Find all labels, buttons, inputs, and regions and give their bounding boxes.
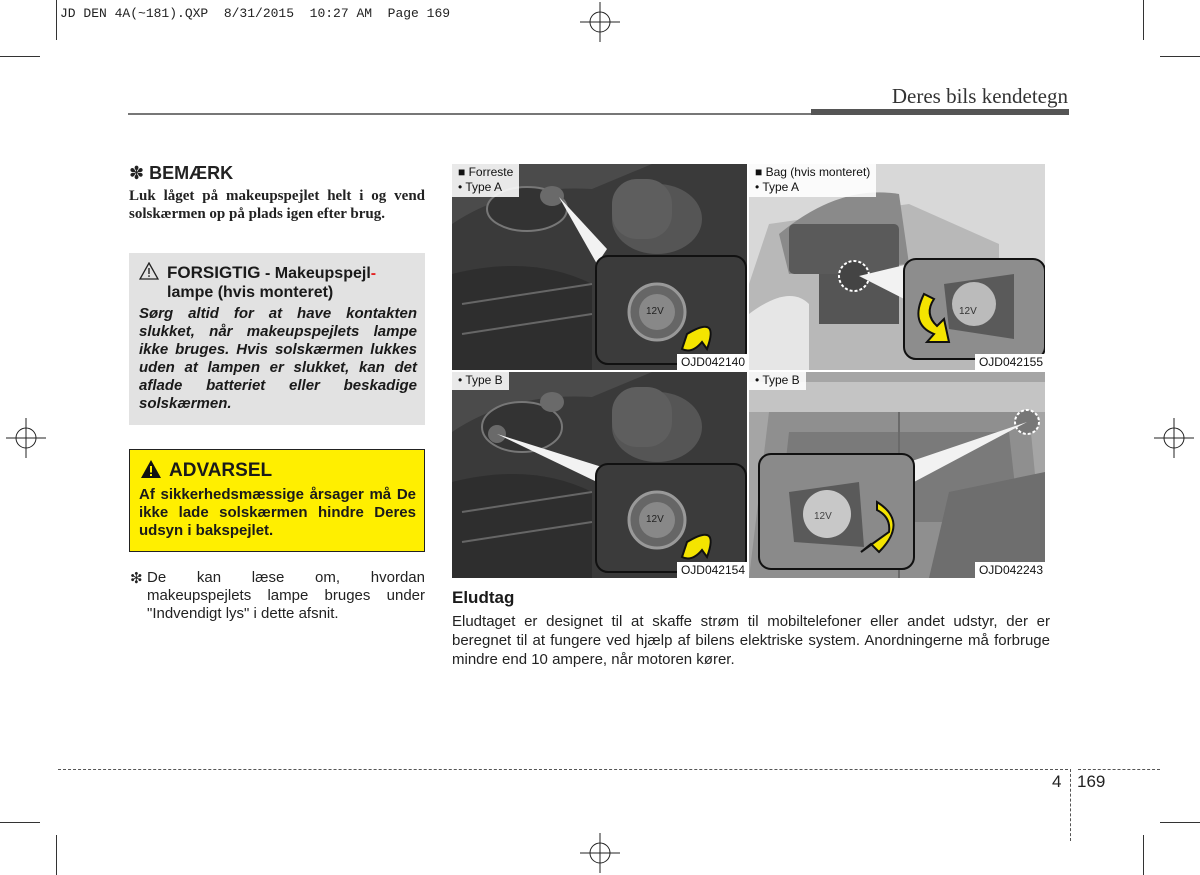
figure-front-b-label (452, 372, 509, 390)
caution-heading (167, 263, 419, 302)
socket-label: 12V (814, 511, 832, 522)
power-outlet-title: Eludtag (452, 588, 515, 607)
header-rule (128, 113, 814, 115)
figure-front-b-code: OJD042154 (677, 562, 747, 578)
caution-triangle-icon (139, 262, 159, 280)
caution-title-part2: lampe (hvis monteret) (167, 284, 334, 301)
figure-front-a-title: ■ Forreste (458, 165, 514, 179)
chapter-number: 4 (1052, 772, 1062, 791)
registration-mark-right (1154, 418, 1194, 458)
figure-front-a-type: • Type A (458, 180, 503, 194)
front-console-illustration (452, 372, 747, 578)
caution-separator: - (264, 265, 275, 282)
footer-divider (1070, 769, 1071, 841)
figure-front-b-type: • Type B (458, 373, 503, 387)
footer-rule (58, 769, 1068, 770)
registration-mark-left (6, 418, 46, 458)
caution-label: FORSIGTIG (167, 263, 261, 282)
figure-rear-b-type: • Type B (755, 373, 800, 387)
figure-rear-type-b (749, 372, 1045, 578)
figure-rear-b-label (749, 372, 806, 390)
note-title: ✽ BEMÆRK (129, 163, 234, 183)
note-body: Luk låget på makeupspejlet helt i og vend solskærmen op på plads igen efter brug. (129, 188, 425, 222)
figure-rear-a-code: OJD042155 (975, 354, 1045, 370)
figure-front-a-label (452, 164, 519, 197)
registration-mark-bottom (580, 833, 620, 873)
socket-label: 12V (646, 514, 664, 525)
figure-rear-b-code: OJD042243 (975, 562, 1045, 578)
warning-triangle-icon (140, 459, 162, 479)
caution-hyphen: - (370, 265, 377, 282)
figure-front-type-a (452, 164, 747, 370)
warning-body: Af sikkerhedsmæssige årsager må De ikke lade solskærmen hindre Deres udsyn i bakspejlet. (139, 486, 416, 539)
socket-label: 12V (646, 306, 664, 317)
socket-inset-callout (759, 454, 914, 569)
footer-rule-right (1078, 769, 1160, 770)
power-outlet-body: Eludtaget er designet til at skaffe strøm til mobiltelefoner eller andet udstyr, der er beregnet til at fungere ved hjælp af bilens elektriske system. Anordningerne må forbruge mindre end 10 ampere, når motoren kører. (452, 613, 1050, 668)
figure-front-a-code: OJD042140 (677, 354, 747, 370)
figure-rear-a-type: • Type A (755, 180, 800, 194)
print-header: JD DEN 4A(~181).QXP 8/31/2015 10:27 AM Page 169 (60, 6, 451, 21)
registration-mark-top (580, 2, 620, 42)
figure-rear-a-title: ■ Bag (hvis monteret) (755, 165, 871, 179)
section-title: Deres bils kendetegn (891, 84, 1068, 108)
footnote-body: De kan læse om, hvordan makeupspejlets lampe bruges under "Indvendigt lys" i dette afsnit. (147, 569, 425, 622)
figure-front-type-b (452, 372, 747, 578)
caution-title-part1: Makeupspejl (274, 265, 371, 282)
footnote-mark: ❇ (130, 570, 143, 587)
figure-rear-a-label (749, 164, 876, 197)
socket-inset-callout (596, 256, 746, 364)
page-number: 169 (1077, 772, 1106, 791)
figure-rear-type-a (749, 164, 1045, 370)
warning-title: ADVARSEL (169, 460, 273, 481)
socket-inset-callout (596, 464, 746, 572)
header-rule-thick (811, 109, 1069, 115)
trunk-interior-illustration (749, 372, 1045, 578)
socket-label: 12V (959, 306, 977, 317)
caution-body: Sørg altid for at have kontakten slukket, når makeupspejlets lampe ikke bruges. Hvis solskærmen lukkes uden at lampen er slukket, kan det aflade batteriet eller beskadige solskærmen. (139, 305, 417, 412)
socket-inset-callout (904, 259, 1045, 359)
